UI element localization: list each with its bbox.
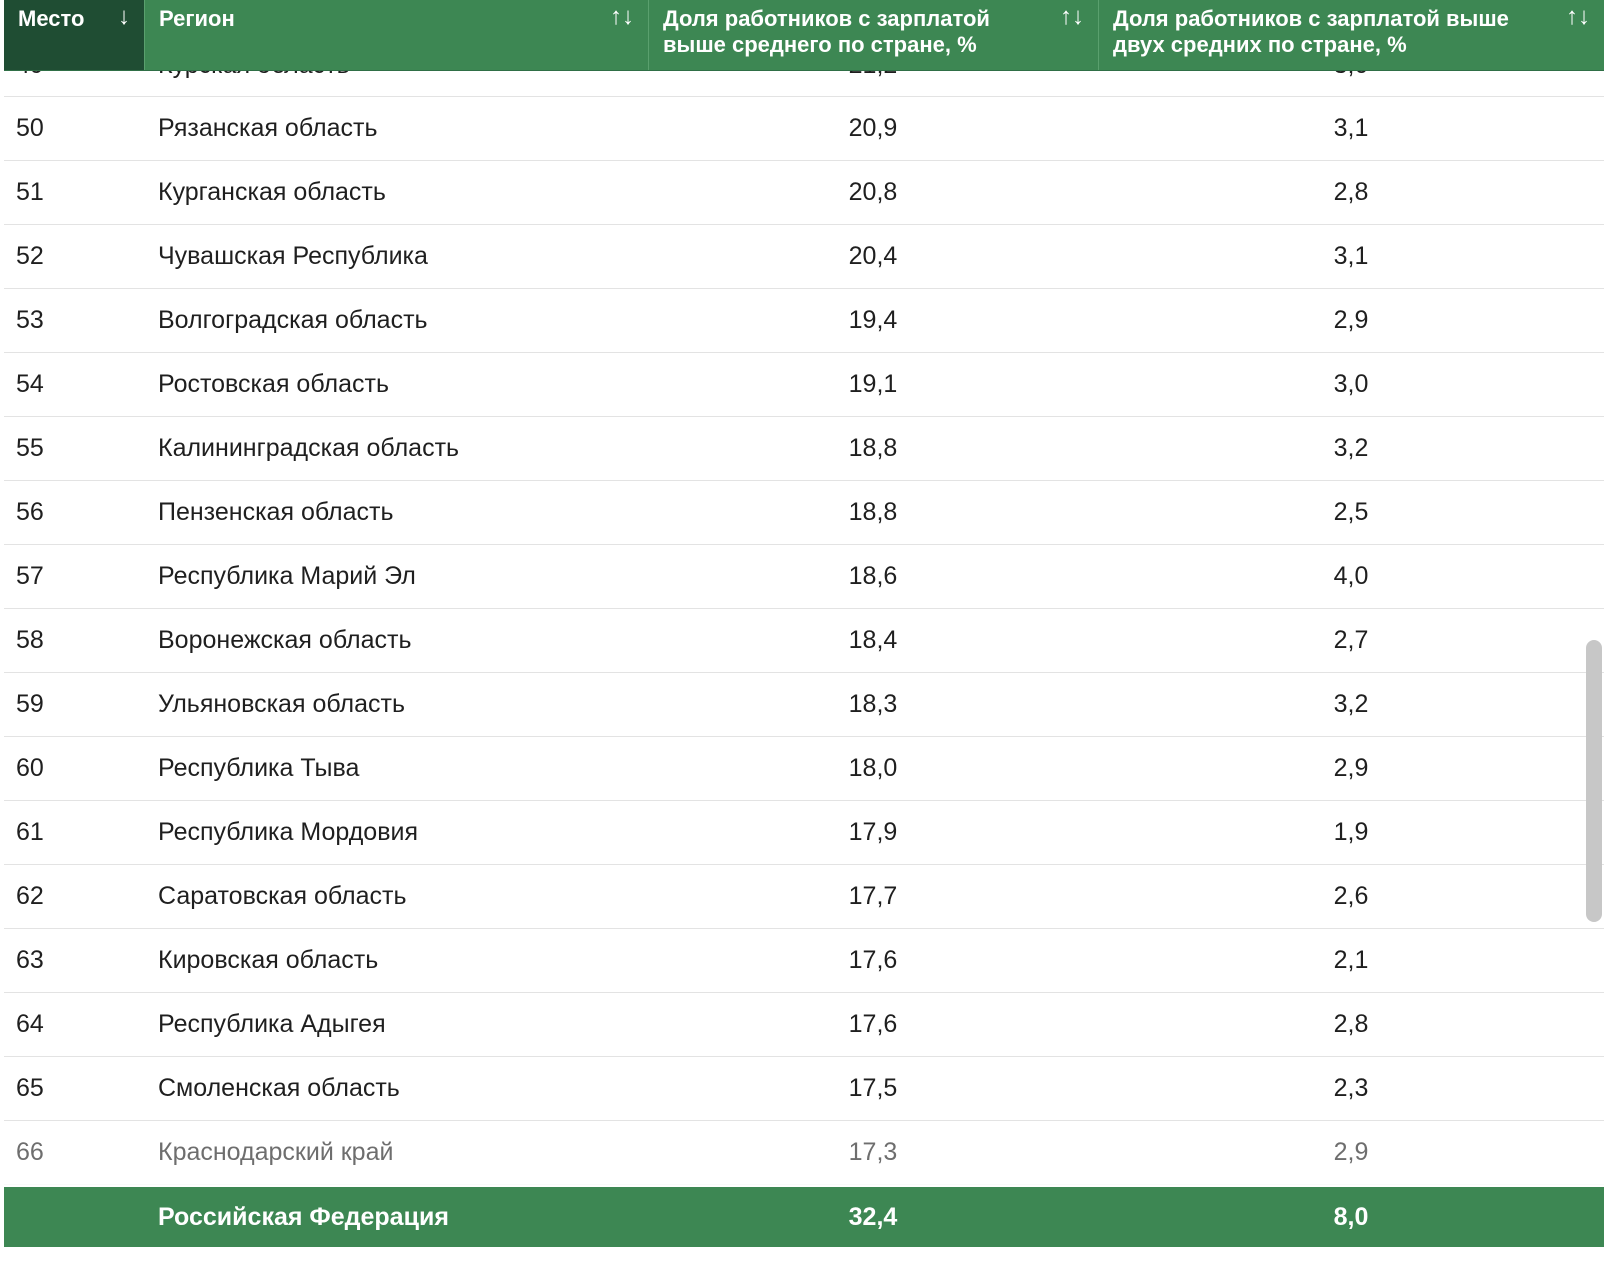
- sort-toggle-icon[interactable]: ↑↓: [1566, 3, 1590, 30]
- region-cell: Рязанская область: [158, 114, 378, 142]
- region-cell: Республика Мордовия: [158, 818, 418, 846]
- region-cell: Республика Тыва: [158, 754, 360, 782]
- rank-cell: 53: [16, 306, 44, 334]
- region-cell: Чувашская Республика: [158, 242, 428, 270]
- rank-cell: 50: [16, 114, 44, 142]
- rank-cell: 59: [16, 690, 44, 718]
- table-row: [4, 1057, 1604, 1121]
- rank-cell: 64: [16, 1010, 44, 1038]
- total-above-two-averages-cell: 8,0: [1333, 1202, 1369, 1231]
- region-cell: Волгоградская область: [158, 306, 428, 334]
- above-two-averages-cell: 3,1: [1333, 242, 1369, 270]
- region-cell: Смоленская область: [158, 1074, 400, 1102]
- region-cell: Республика Адыгея: [158, 1010, 386, 1038]
- region-cell: Краснодарский край: [158, 1138, 394, 1166]
- rank-cell: 60: [16, 754, 44, 782]
- above-two-averages-cell: 3,0: [1333, 370, 1369, 398]
- region-cell: Пензенская область: [158, 498, 394, 526]
- table-row: [4, 481, 1604, 545]
- above-two-averages-cell: 2,9: [1333, 754, 1369, 782]
- above-two-averages-cell: 2,5: [1333, 498, 1369, 526]
- above-average-cell: 19,1: [848, 370, 898, 398]
- column-header-label: Доля работников с зарплатой выше двух средних по стране, %: [1113, 6, 1509, 57]
- rank-cell: 62: [16, 882, 44, 910]
- above-average-cell: 18,8: [848, 498, 898, 526]
- total-region-cell: Российская Федерация: [158, 1202, 449, 1231]
- ranking-table: [4, 0, 1604, 1276]
- column-header-label: Доля работников с зарплатой выше среднего по стране, %: [663, 6, 990, 57]
- table-row: [4, 289, 1604, 353]
- table-row: [4, 609, 1604, 673]
- sort-toggle-icon[interactable]: ↑↓: [610, 3, 634, 30]
- table-row: [4, 801, 1604, 865]
- table-body: [4, 35, 1604, 1185]
- above-average-cell: 17,6: [848, 946, 898, 974]
- above-two-averages-cell: 2,6: [1333, 882, 1369, 910]
- table-header: [4, 0, 1604, 71]
- above-average-cell: 20,8: [848, 178, 898, 206]
- rank-cell: 63: [16, 946, 44, 974]
- column-header-label: Место: [18, 6, 85, 31]
- above-two-averages-cell: 3,1: [1333, 114, 1369, 142]
- above-two-averages-cell: 2,7: [1333, 626, 1369, 654]
- rank-cell: 66: [16, 1138, 44, 1166]
- rank-cell: 54: [16, 370, 44, 398]
- above-two-averages-cell: 2,9: [1333, 306, 1369, 334]
- region-cell: Республика Марий Эл: [158, 562, 416, 590]
- table-row: [4, 929, 1604, 993]
- above-average-cell: 18,3: [848, 690, 898, 718]
- above-average-cell: 20,4: [848, 242, 898, 270]
- region-cell: Саратовская область: [158, 882, 407, 910]
- sort-descending-icon[interactable]: ↓: [118, 3, 130, 30]
- above-average-cell: 17,9: [848, 818, 898, 846]
- table-row: [4, 993, 1604, 1057]
- region-cell: Калининградская область: [158, 434, 460, 462]
- above-average-cell: 17,7: [848, 882, 898, 910]
- above-two-averages-cell: 2,1: [1333, 946, 1369, 974]
- table-row: [4, 865, 1604, 929]
- region-cell: Ульяновская область: [158, 690, 406, 718]
- sort-toggle-icon[interactable]: ↑↓: [1060, 3, 1084, 30]
- rank-cell: 56: [16, 498, 44, 526]
- column-header-rank[interactable]: [4, 0, 144, 70]
- column-header-above-two-averages[interactable]: [1098, 0, 1604, 70]
- above-average-cell: 20,9: [848, 114, 898, 142]
- rank-cell: 65: [16, 1074, 44, 1102]
- column-header-label: Регион: [159, 6, 235, 31]
- above-average-cell: 18,6: [848, 562, 898, 590]
- above-average-cell: 17,3: [848, 1138, 898, 1166]
- rank-cell: 61: [16, 818, 44, 846]
- region-cell: Кировская область: [158, 946, 379, 974]
- table-row: [4, 737, 1604, 801]
- rank-cell: 57: [16, 562, 44, 590]
- region-cell: Ростовская область: [158, 370, 389, 398]
- above-average-cell: 18,4: [848, 626, 898, 654]
- vertical-scrollbar-thumb[interactable]: [1586, 640, 1602, 922]
- above-two-averages-cell: 2,8: [1333, 1010, 1369, 1038]
- above-two-averages-cell: 3,2: [1333, 434, 1369, 462]
- rank-cell: 55: [16, 434, 44, 462]
- table-row: [4, 673, 1604, 737]
- above-average-cell: 17,6: [848, 1010, 898, 1038]
- above-two-averages-cell: 3,2: [1333, 690, 1369, 718]
- rank-cell: 52: [16, 242, 44, 270]
- region-cell: Курганская область: [158, 178, 386, 206]
- above-two-averages-cell: 4,0: [1333, 562, 1369, 590]
- table-row: [4, 97, 1604, 161]
- region-cell: Воронежская область: [158, 626, 412, 654]
- table-row: [4, 417, 1604, 481]
- table-row: [4, 225, 1604, 289]
- rank-cell: 51: [16, 178, 44, 206]
- table-row: [4, 353, 1604, 417]
- above-average-cell: 18,0: [848, 754, 898, 782]
- column-header-above-average[interactable]: [648, 0, 1098, 70]
- above-average-cell: 17,5: [848, 1074, 898, 1102]
- above-two-averages-cell: 2,8: [1333, 178, 1369, 206]
- above-average-cell: 18,8: [848, 434, 898, 462]
- total-above-average-cell: 32,4: [848, 1202, 898, 1231]
- above-two-averages-cell: 2,9: [1333, 1138, 1369, 1166]
- column-header-region[interactable]: [144, 0, 648, 70]
- above-two-averages-cell: 1,9: [1333, 818, 1369, 846]
- rank-cell: 58: [16, 626, 44, 654]
- total-row: [4, 1187, 1604, 1247]
- above-average-cell: 19,4: [848, 306, 898, 334]
- table-row: [4, 545, 1604, 609]
- scroll-fade: [4, 1172, 1604, 1187]
- above-two-averages-cell: 2,3: [1333, 1074, 1369, 1102]
- table-row: [4, 161, 1604, 225]
